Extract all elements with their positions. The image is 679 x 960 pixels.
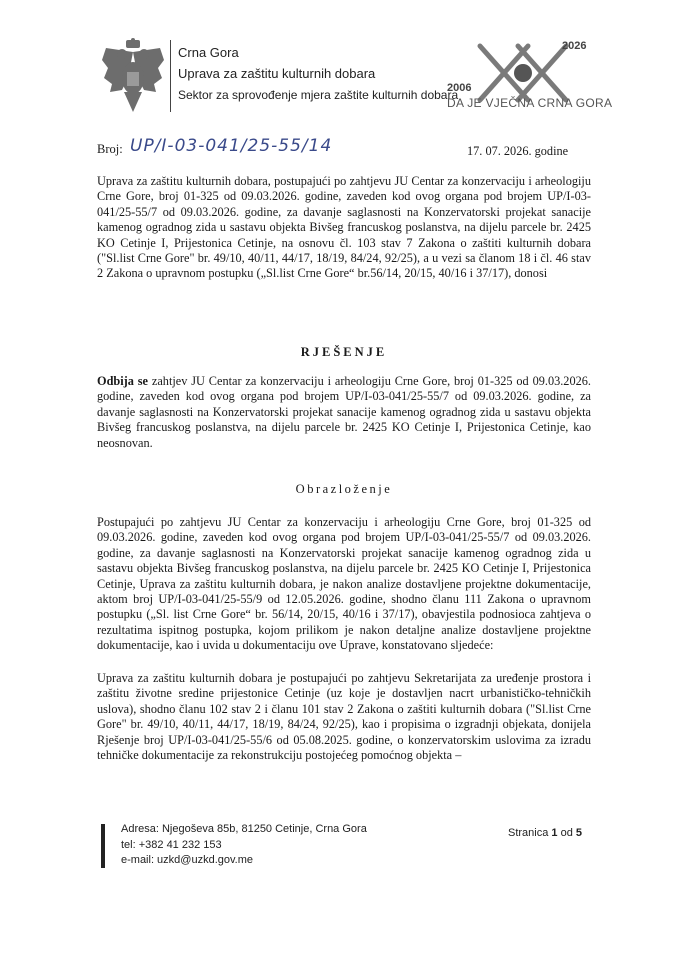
- page-current: 1: [551, 827, 558, 839]
- intro-paragraph: Uprava za zaštitu kulturnih dobara, postupajući po zahtjevu JU Centar za konzervaciju i arheologiju Crne Gore, broj 01-325 od 09.03.2026. godine, zaveden kod ovog organa pod brojem UP/I-03-041/25-55/7 od 09.03.2026. godine, za davanje saglasnosti na Konzervatorski projekat sanacije kamenog ogradnog zida u sastavu objekta Bivšeg francuskog poslanstva, na dijelu parcele br. 2425 KO Cetinje I, Prijestonica Cetinje, na osnovu čl. 103 stav 7 Zakona o zaštiti kulturnih dobara ("Sl.list Crne Gore" br. 49/10, 40/11, 44/17, 18/19, 84/24, 92/25), a u vezi sa članom 18 i čl. 46 stav 2 Zakona o upravnom postupku („Sl.list Crne Gore“ br.56/14, 20/15, 40/16 i 37/17), donosi: [97, 174, 591, 281]
- decision-bold-lead: Odbija se: [97, 374, 149, 388]
- decision-paragraph: [97, 374, 591, 451]
- header-institution: Uprava za zaštitu kulturnih dobara: [178, 66, 376, 81]
- footer-bar: [101, 824, 105, 868]
- page-prefix: Stranica: [508, 827, 549, 839]
- header-sector: Sektor za sprovođenje mjera zaštite kulturnih dobara: [178, 88, 459, 102]
- footer-email: e-mail: uzkd@uzkd.gov.me: [121, 854, 254, 866]
- logo-year-left: 2006: [447, 82, 472, 94]
- document-date: 17. 07. 2026. godine: [467, 144, 569, 158]
- decision-text: zahtjev JU Centar za konzervaciju i arheologiju Crne Gore, broj 01-325 od 09.03.2026. godine, zaveden kod ovog organa pod brojem UP/I-03-041/25-55/7 od 09.03.2026. godine, za davanje saglasnosti na Konzervatorski projekat sanacije kamenog ogradnog zida u sastavu objekta Bivšeg francuskog poslanstva, na dijelu parcele br. 2425 KO Cetinje I, Prijestonica Cetinje, kao neosnovan.: [97, 374, 591, 450]
- broj-label: Broj:: [97, 142, 123, 156]
- logo-slogan: DA JE VJEČNA CRNA GORA: [447, 96, 613, 110]
- page-of: od: [560, 827, 573, 839]
- logo-year-top: 2026: [562, 40, 587, 52]
- page-title: RJEŠENJE: [300, 345, 388, 359]
- page-number: [508, 826, 582, 841]
- broj-handwritten: UP/I-03-041/25-55/14: [130, 136, 333, 156]
- header-country: Crna Gora: [178, 45, 239, 60]
- reasoning-title: Obrazloženje: [295, 482, 393, 496]
- footer-phone: tel: +382 41 232 153: [121, 839, 222, 851]
- footer-address: Adresa: Njegoševa 85b, 81250 Cetinje, Crna Gora: [121, 823, 367, 835]
- page-total: 5: [575, 827, 583, 839]
- reasoning-paragraph-1: Postupajući po zahtjevu JU Centar za konzervaciju i arheologiju Crne Gore, broj 01-325 od 09.03.2026. godine, zaveden kod ovog organa pod brojem UP/I-03-041/25-55/7 od 09.03.2026. godine, za davanje saglasnosti na Konzervatorski projekat sanacije kamenog ogradnog zida u sastavu objekta Bivšeg francuskog poslanstva, na dijelu parcele br. 2425 KO Cetinje I, Prijestonica Cetinje, Uprava za zaštitu kulturnih dobara, je nakon analize dostavljene projektne dokumentacije, aktom broj UP/I-03-041/25-55/9 od 12.05.2026. godine, shodno članu 111 Zakona o upravnom postupku („Sl. list Crne Gore“ br. 56/14, 20/15, 40/16 i 37/17), obavjestila podnosioca zahtjeva o rezultatima ispitnog postupka, kojom prilikom je nakon detaljne analize dostavljene projektne dokumentacije, kao i uvida u dokumentaciju ove Uprave, konstatovano sljedeće:: [97, 515, 591, 653]
- header-divider: [170, 40, 171, 112]
- coat-of-arms-icon: [98, 38, 168, 114]
- reasoning-paragraph-2: Uprava za zaštitu kulturnih dobara je postupajući po zahtjevu Sekretarijata za uređenje prostora i zaštitu životne sredine prijestonice Cetinje (uz koje je dostavljen nacrt urbanističko-tehničkih uslova), shodno članu 102 stav 2 i članu 101 stav 2 Zakona o zaštiti kulturnih dobara ("Sl.list Crne Gore" br. 49/10, 40/11, 44/17, 18/19, 84/24, 92/25), kao i propisima o izgradnji objekata, donijela Rješenje broj UP/I-03-041/25-55/6 od 05.08.2025. godine, o konzervatorskim uslovima za izradu tehničke dokumentacije za rekonstrukciju postojećeg pomoćnog objekta –: [97, 671, 591, 763]
